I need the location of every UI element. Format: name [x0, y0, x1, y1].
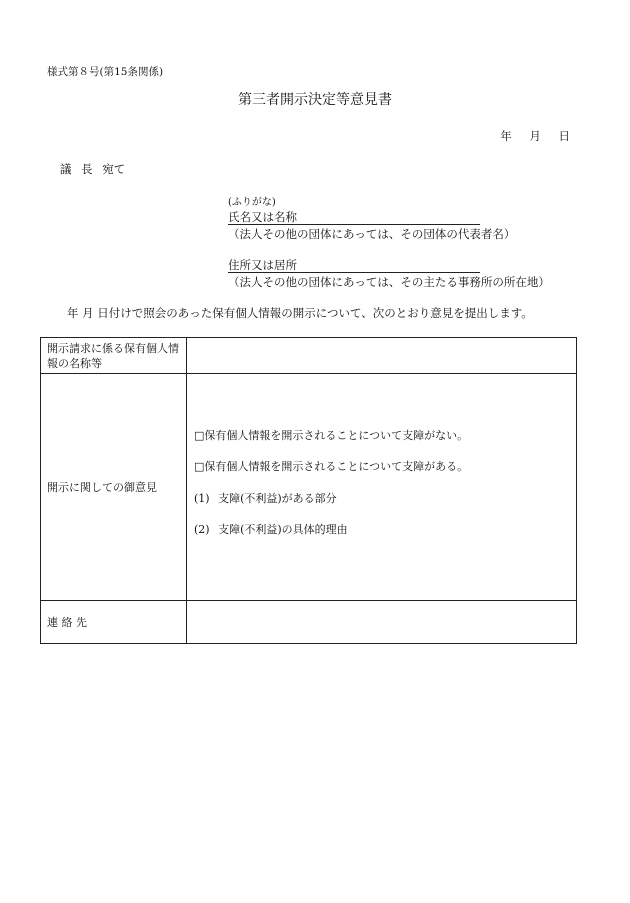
table-row: [41, 374, 577, 601]
name-field[interactable]: [228, 210, 480, 225]
address-label: 住所又は居所: [228, 258, 297, 272]
furigana-label: (ふりがな): [228, 197, 276, 208]
address-field[interactable]: [228, 258, 480, 273]
opinion-label: 開示に関しての御意見: [41, 374, 187, 601]
hindrance-part-item: (1) 支障(不利益)がある部分: [194, 492, 337, 505]
contact-label: 連 絡 先: [41, 601, 187, 644]
info-name-cell[interactable]: [187, 338, 577, 374]
table-row: [41, 338, 577, 374]
page-title: 第三者開示決定等意見書: [238, 92, 392, 108]
name-note: （法人その他の団体にあっては、その団体の代表者名）: [228, 227, 516, 241]
form-number: 様式第８号(第15条関係): [47, 66, 164, 78]
option-hindrance[interactable]: □保有個人情報を開示されることについて支障がある。: [194, 460, 469, 473]
date-line: 年 月 日: [500, 129, 570, 143]
option-no-hindrance[interactable]: □保有個人情報を開示されることについて支障がない。: [194, 429, 469, 442]
address-note: （法人その他の団体にあっては、その主たる事務所の所在地）: [228, 275, 550, 289]
name-label: 氏名又は名称: [228, 210, 297, 224]
table-row: [41, 601, 577, 644]
opinion-cell[interactable]: [187, 374, 577, 601]
contact-cell[interactable]: [187, 601, 577, 644]
opinion-table: [40, 337, 577, 644]
addressee: 議 長 宛て: [60, 162, 126, 176]
info-name-label: 開示請求に係る保有個人情報の名称等: [41, 338, 187, 374]
hindrance-reason-item: (2) 支障(不利益)の具体的理由: [194, 523, 348, 536]
statement: 年 月 日付けで照会のあった保有個人情報の開示について、次のとおり意見を提出します。: [67, 306, 533, 320]
